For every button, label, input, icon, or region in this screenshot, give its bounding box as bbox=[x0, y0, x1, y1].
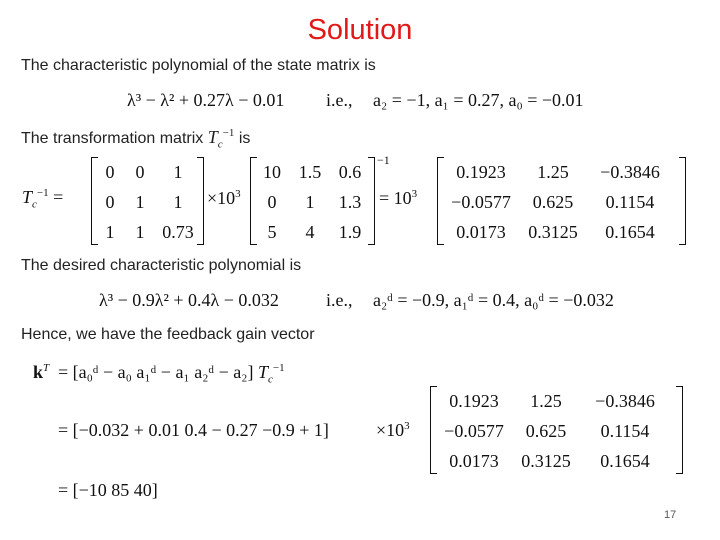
m3-cell: 0.1154 bbox=[605, 192, 655, 212]
desired-coefficients: a₂ᵈ = −0.9, a₁ᵈ = 0.4, a₀ᵈ = −0.032 bbox=[373, 290, 614, 310]
transformation-label: The transformation matrix bbox=[21, 130, 204, 147]
matrix1-right-bracket bbox=[197, 157, 204, 245]
times-ten-cubed: $\times 10^3$ bbox=[207, 188, 241, 208]
m2-cell: 1.9 bbox=[338, 222, 362, 242]
equals-ten-cubed: = $10^3$ bbox=[379, 188, 418, 208]
gain-result: = [−10 85 40] bbox=[58, 480, 158, 500]
m2-cell: 0.6 bbox=[338, 162, 362, 182]
gain-matrix-right-bracket bbox=[676, 386, 683, 474]
tc-inverse-lhs: $T_c^{-1}$ = bbox=[22, 187, 64, 211]
m1-cell: 0 bbox=[135, 162, 145, 182]
gain-row-1: = [a₀ᵈ − a₀ a₁ᵈ − a₁ a₂ᵈ − a₂] $T_c^{-1}$ bbox=[58, 362, 285, 386]
gain-row-2: = [−0.032 + 0.01 0.4 − 0.27 −0.9 + 1] bbox=[58, 420, 329, 440]
m2-cell: 10 bbox=[263, 162, 281, 182]
desired-polynomial: λ³ − 0.9λ² + 0.4λ − 0.032 bbox=[99, 290, 279, 310]
m3-cell: 0.0173 bbox=[456, 222, 506, 242]
m3-cell: 0.625 bbox=[532, 192, 574, 212]
m1-cell: 1 bbox=[173, 162, 183, 182]
gm-cell: 0.3125 bbox=[521, 451, 571, 471]
page-number: 17 bbox=[664, 509, 677, 521]
m3-cell: −0.3846 bbox=[600, 162, 660, 182]
slide-title: Solution bbox=[307, 14, 413, 46]
gm-cell: 0.1923 bbox=[449, 391, 499, 411]
matrix2-right-bracket bbox=[368, 157, 375, 245]
m3-cell: −0.0577 bbox=[451, 192, 511, 212]
gm-cell: 0.1654 bbox=[600, 451, 650, 471]
m1-cell: 0.73 bbox=[162, 222, 194, 242]
ie-label-2: i.e., bbox=[326, 290, 353, 310]
m3-cell: 0.1923 bbox=[456, 162, 506, 182]
ie-label-1: i.e., bbox=[326, 90, 353, 110]
matrix1 bbox=[95, 157, 201, 247]
tc-inverse-symbol: $T_c^{-1}$ bbox=[207, 127, 235, 151]
matrix3-right-bracket bbox=[679, 157, 686, 245]
m1-cell: 1 bbox=[135, 192, 145, 212]
matrix2-inverse-exponent: −1 bbox=[377, 153, 390, 167]
gm-cell: 0.1154 bbox=[600, 421, 650, 441]
gm-cell: −0.0577 bbox=[444, 421, 504, 441]
characteristic-polynomial: λ³ − λ² + 0.27λ − 0.01 bbox=[127, 90, 285, 110]
m2-cell: 5 bbox=[267, 222, 277, 242]
m2-cell: 4 bbox=[305, 222, 315, 242]
gm-cell: 0.0173 bbox=[449, 451, 499, 471]
feedback-gain-text: Hence, we have the feedback gain vector bbox=[21, 326, 315, 343]
m3-cell: 1.25 bbox=[537, 162, 569, 182]
coefficients-a: a₂ = −1, a₁ = 0.27, a₀ = −0.01 bbox=[373, 90, 584, 110]
transformation-text bbox=[21, 127, 251, 151]
m2-cell: 1.3 bbox=[338, 192, 362, 212]
gain-times-ten-cubed: $\times 10^3$ bbox=[376, 420, 410, 440]
m3-cell: 0.3125 bbox=[528, 222, 578, 242]
intro-text: The characteristic polynomial of the state matrix is bbox=[21, 57, 376, 74]
m1-cell: 0 bbox=[105, 162, 115, 182]
m2-cell: 0 bbox=[267, 192, 277, 212]
gm-cell: −0.3846 bbox=[595, 391, 655, 411]
matrix2 bbox=[253, 157, 371, 247]
gm-cell: 1.25 bbox=[530, 391, 562, 411]
m1-cell: 1 bbox=[173, 192, 183, 212]
m1-cell: 1 bbox=[105, 222, 115, 242]
gain-vector-lhs: $k^T$ bbox=[33, 362, 50, 382]
desired-poly-text: The desired characteristic polynomial is bbox=[21, 257, 302, 274]
m1-cell: 0 bbox=[105, 192, 115, 212]
gain-matrix bbox=[434, 386, 672, 476]
m2-cell: 1 bbox=[305, 192, 315, 212]
result-matrix bbox=[441, 157, 675, 247]
is-label: is bbox=[238, 130, 251, 147]
m3-cell: 0.1654 bbox=[605, 222, 655, 242]
m2-cell: 1.5 bbox=[298, 162, 322, 182]
gm-cell: 0.625 bbox=[525, 421, 567, 441]
m1-cell: 1 bbox=[135, 222, 145, 242]
